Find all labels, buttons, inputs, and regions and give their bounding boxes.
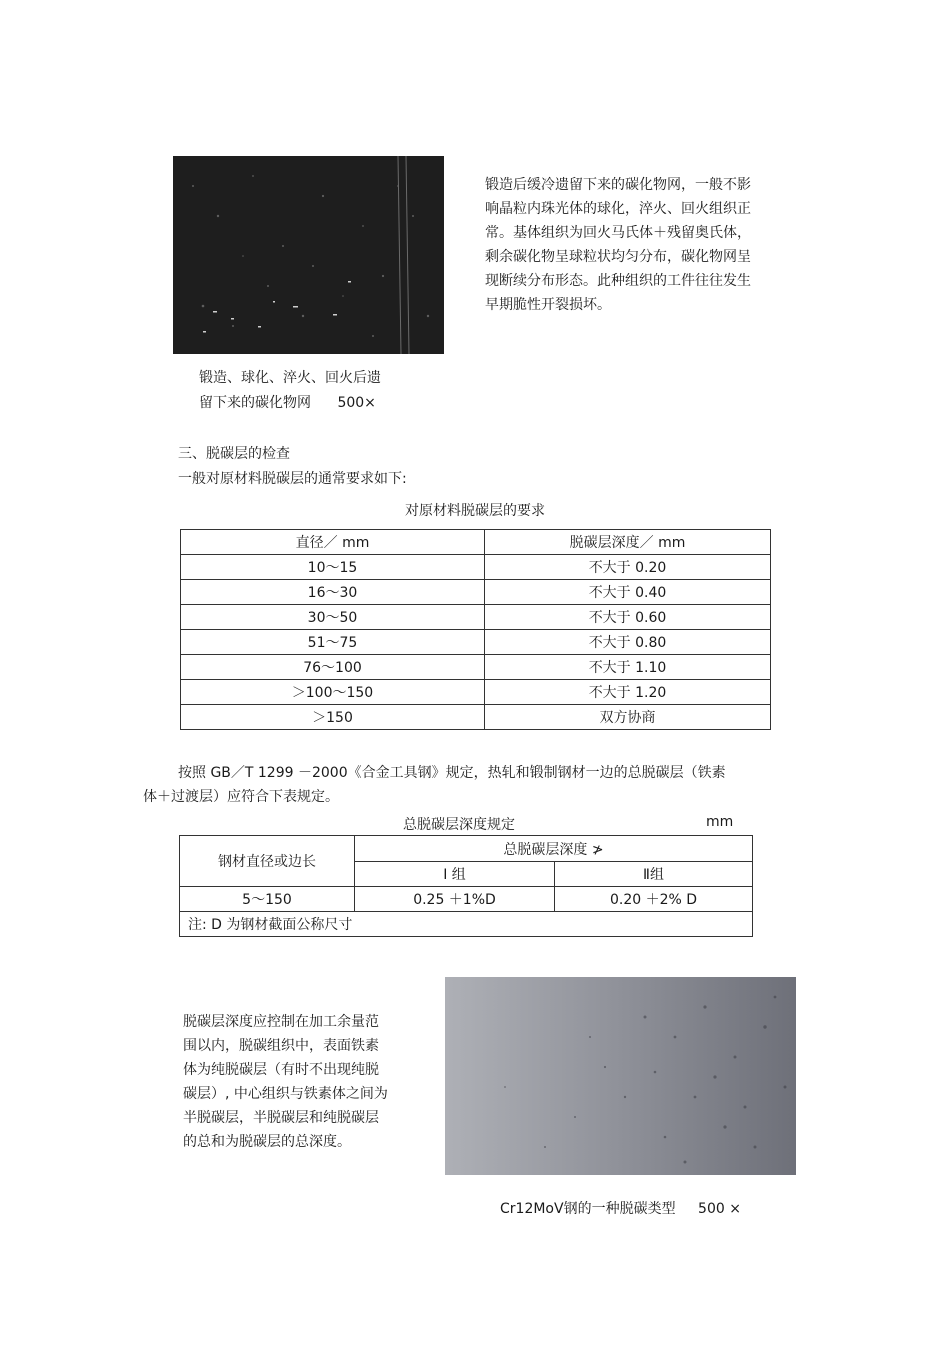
figure1-caption-line1: 锻造、球化、淬火、回火后遗 xyxy=(199,370,381,386)
figure1-caption xyxy=(199,366,381,416)
table-row xyxy=(181,605,771,630)
table-row xyxy=(181,655,771,680)
decarburization-micrograph xyxy=(445,977,796,1175)
table1-cell-diameter: 10～15 xyxy=(181,555,485,580)
figure2-description-line: 体为纯脱碳层（有时不出现纯脱 xyxy=(183,1062,379,1078)
table1-cell-diameter: 16～30 xyxy=(181,580,485,605)
figure2-caption-magnification: 500 × xyxy=(698,1201,741,1217)
table1-cell-depth: 不大于 0.20 xyxy=(485,555,771,580)
table2-cell-size: 5～150 xyxy=(180,887,355,912)
figure2-description-line: 脱碳层深度应控制在加工余量范 xyxy=(183,1014,379,1030)
standard-paragraph-line1: 按照 GB／T 1299 －2000《合金工具钢》规定，热轧和锻制钢材一边的总脱碳层（铁素 xyxy=(178,765,726,781)
table2-cell-group2: 0.20 ＋2% D xyxy=(555,887,753,912)
table1-title: 对原材料脱碳层的要求 xyxy=(405,503,545,519)
table1-header-depth: 脱碳层深度／ mm xyxy=(485,530,771,555)
table-row xyxy=(181,580,771,605)
table-row xyxy=(181,705,771,730)
table2-unit: mm xyxy=(706,814,734,830)
figure1-caption-magnification: 500× xyxy=(337,395,376,411)
table1-cell-depth: 不大于 1.20 xyxy=(485,680,771,705)
table1-cell-depth: 不大于 1.10 xyxy=(485,655,771,680)
table1-cell-diameter: ＞100～150 xyxy=(181,680,485,705)
standard-paragraph-line2: 体＋过渡层）应符合下表规定。 xyxy=(143,789,339,805)
table2-cell-group1: 0.25 ＋1%D xyxy=(355,887,555,912)
table1-header-diameter: 直径／ mm xyxy=(181,530,485,555)
figure2-caption-text: Cr12MoV钢的一种脱碳类型 xyxy=(500,1201,676,1217)
table-row xyxy=(181,555,771,580)
table2-title: 总脱碳层深度规定 xyxy=(403,817,515,833)
table-row xyxy=(181,630,771,655)
figure2-description xyxy=(183,1010,423,1154)
section-heading: 三、脱碳层的检查 xyxy=(178,446,290,462)
table1-cell-diameter: 51～75 xyxy=(181,630,485,655)
table1-cell-diameter: 30～50 xyxy=(181,605,485,630)
figure2-description-line: 碳层）, 中心组织与铁素体之间为 xyxy=(183,1086,388,1102)
micrograph-texture xyxy=(445,977,796,1175)
figure1-caption-line2: 留下来的碳化物网 xyxy=(199,395,311,411)
table1-cell-depth: 不大于 0.60 xyxy=(485,605,771,630)
micrograph-texture xyxy=(173,156,444,354)
table1-cell-diameter: ＞150 xyxy=(181,705,485,730)
carbide-network-micrograph xyxy=(173,156,444,354)
table1-cell-depth: 不大于 0.80 xyxy=(485,630,771,655)
figure2-caption xyxy=(500,1198,741,1218)
table2-header-size: 钢材直径或边长 xyxy=(180,836,355,887)
table1-cell-depth: 双方协商 xyxy=(485,705,771,730)
table2-note: 注: D 为钢材截面公称尺寸 xyxy=(180,912,753,937)
table-row xyxy=(181,680,771,705)
section-intro: 一般对原材料脱碳层的通常要求如下: xyxy=(178,471,407,487)
table-row xyxy=(180,887,753,912)
table2-subheader-group2: Ⅱ组 xyxy=(555,862,753,887)
figure2-description-line: 半脱碳层，半脱碳层和纯脱碳层 xyxy=(183,1110,379,1126)
table1-cell-depth: 不大于 0.40 xyxy=(485,580,771,605)
figure2-description-line: 围以内，脱碳组织中，表面铁素 xyxy=(183,1038,379,1054)
table2-subheader-group1: Ⅰ 组 xyxy=(355,862,555,887)
total-decarb-table xyxy=(179,835,753,937)
figure2-description-line: 的总和为脱碳层的总深度。 xyxy=(183,1134,351,1150)
figure1-description: 锻造后缓冷遗留下来的碳化物网，一般不影响晶粒内珠光体的球化，淬火、回火组织正常。基体组织为回火马氏体＋残留奥氏体，剩余碳化物呈球粒状均匀分布，碳化物网呈现断续分布形态。此种组织的工件往往发生早期脆性开裂损坏。 xyxy=(485,177,751,313)
decarb-requirement-table xyxy=(180,529,771,730)
table2-header-group: 总脱碳层深度 ≯ xyxy=(355,836,753,862)
table1-cell-diameter: 76～100 xyxy=(181,655,485,680)
standard-paragraph xyxy=(143,761,773,809)
